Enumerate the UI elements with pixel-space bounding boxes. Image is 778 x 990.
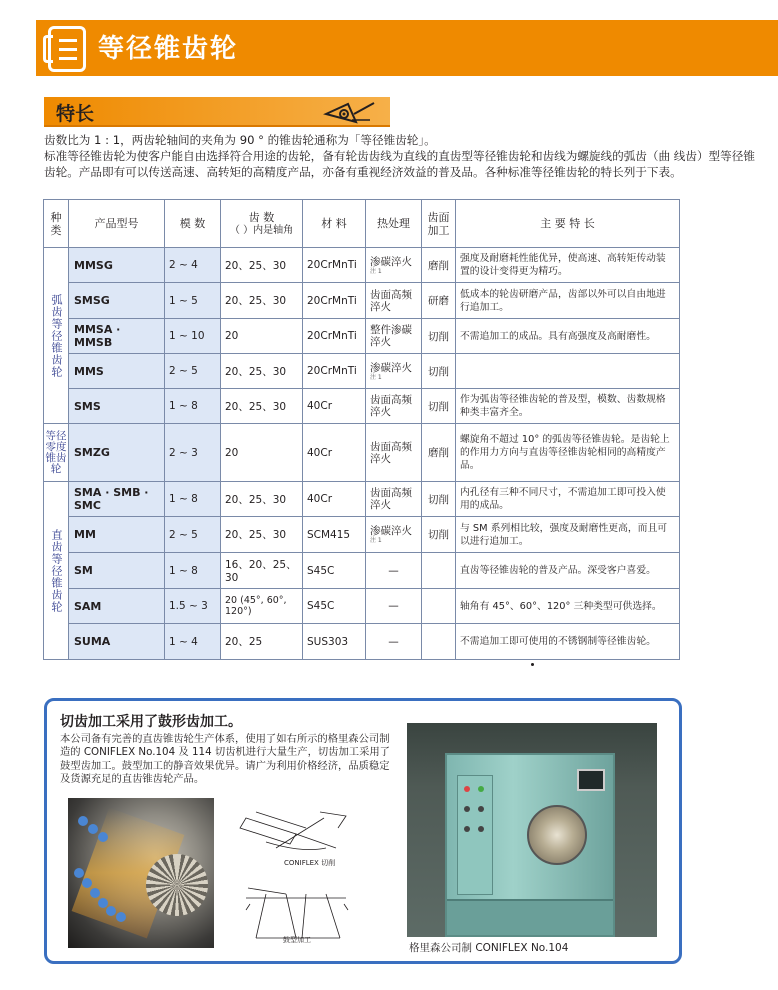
- process-cell: [422, 589, 456, 624]
- intro-line-1: 齿数比为 1 : 1，两齿轮轴间的夹角为 90 ° 的锥齿轮通称为「等径锥齿轮」。: [44, 133, 436, 147]
- material-cell: 40Cr: [303, 424, 366, 482]
- model-cell: MM: [69, 517, 165, 553]
- heat-text: 渗碳淬火: [370, 525, 412, 537]
- model-cell: SM: [69, 553, 165, 589]
- teeth-cell: 20、25、30: [221, 248, 303, 283]
- teeth-cell: 20、25、30: [221, 354, 303, 389]
- header-material: 材 料: [303, 200, 366, 248]
- table-row: [44, 354, 680, 389]
- process-cell: [422, 624, 456, 660]
- header-teeth-top: 齿 数: [248, 210, 275, 224]
- teeth-cell: 20: [221, 424, 303, 482]
- module-cell: 2 ~ 5: [165, 354, 221, 389]
- process-cell: 切削: [422, 389, 456, 424]
- process-cell: 切削: [422, 517, 456, 553]
- page-title: 等径锥齿轮: [98, 34, 239, 64]
- features-cell: 直齿等径锥齿轮的普及产品。深受客户喜爱。: [456, 553, 680, 589]
- features-cell: 螺旋角不超过 10° 的弧齿等径锥齿轮。是齿轮上的作用力方向与直齿等径锥齿轮相同的高精度产品。: [456, 424, 680, 482]
- table-row: [44, 389, 680, 424]
- model-cell: SMS: [69, 389, 165, 424]
- heat-cell: [366, 248, 422, 283]
- teeth-cell: 20、25、30: [221, 283, 303, 319]
- model-cell: SUMA: [69, 624, 165, 660]
- module-cell: 2 ~ 4: [165, 248, 221, 283]
- teeth-cell: 20、25、30: [221, 389, 303, 424]
- heat-cell: 齿面高频淬火: [366, 424, 422, 482]
- spec-table: [43, 199, 680, 660]
- box-title: 切齿加工采用了鼓形齿加工。: [60, 714, 242, 730]
- module-cell: 1 ~ 8: [165, 553, 221, 589]
- features-cell: 不需追加工的成品。具有高强度及高耐磨性。: [456, 319, 680, 354]
- table-row: [44, 248, 680, 283]
- teeth-cell: 16、20、25、30: [221, 553, 303, 589]
- features-cell: 不需追加工即可使用的不锈钢制等径锥齿轮。: [456, 624, 680, 660]
- section-title: 特长: [56, 103, 95, 125]
- heat-cell: [366, 354, 422, 389]
- table-row: [44, 517, 680, 553]
- module-cell: 1 ~ 10: [165, 319, 221, 354]
- teeth-cell: 20、25、30: [221, 482, 303, 517]
- header-heat: 热处理: [366, 200, 422, 248]
- teeth-cell: 20 (45°, 60°, 120°): [221, 589, 303, 624]
- diagram-label-crowning: 鼓型加工: [283, 936, 311, 944]
- header-process: 齿面加工: [422, 200, 456, 248]
- model-cell: SAM: [69, 589, 165, 624]
- heat-note: 注 1: [370, 267, 382, 275]
- table-row: [44, 553, 680, 589]
- model-cell: SMA · SMB · SMC: [69, 482, 165, 517]
- module-cell: 1.5 ~ 3: [165, 589, 221, 624]
- features-cell: 轴角有 45°、60°、120° 三种类型可供选择。: [456, 589, 680, 624]
- machine-photo: [407, 723, 657, 937]
- machine-photo-caption: 格里森公司制 CONIFLEX No.104: [409, 942, 569, 954]
- features-cell: 强度及耐磨耗性能优异，使高速、高转矩传动装置的设计变得更为精巧。: [456, 248, 680, 283]
- model-cell: SMSG: [69, 283, 165, 319]
- header-features: 主 要 特 长: [456, 200, 680, 248]
- table-row: [44, 283, 680, 319]
- heat-text: 渗碳淬火: [370, 255, 412, 268]
- module-cell: 2 ~ 3: [165, 424, 221, 482]
- header-module: 模 数: [165, 200, 221, 248]
- material-cell: 20CrMnTi: [303, 354, 366, 389]
- features-cell: [456, 354, 680, 389]
- features-cell: 与 SM 系列相比较，强度及耐磨性更高，而且可以进行追加工。: [456, 517, 680, 553]
- heat-cell: —: [366, 553, 422, 589]
- process-cell: 磨削: [422, 424, 456, 482]
- table-row: [44, 624, 680, 660]
- table-row: [44, 589, 680, 624]
- material-cell: SUS303: [303, 624, 366, 660]
- crowning-diagram: [226, 798, 368, 950]
- teeth-cell: 20、25、30: [221, 517, 303, 553]
- heat-cell: 整件渗碳淬火: [366, 319, 422, 354]
- header-teeth: [221, 200, 303, 248]
- process-cell: [422, 553, 456, 589]
- material-cell: SCM415: [303, 517, 366, 553]
- module-cell: 1 ~ 8: [165, 482, 221, 517]
- header-category: 种类: [44, 200, 69, 248]
- process-cell: 磨削: [422, 248, 456, 283]
- module-cell: 1 ~ 8: [165, 389, 221, 424]
- module-cell: 1 ~ 4: [165, 624, 221, 660]
- process-cell: 切削: [422, 482, 456, 517]
- category-spiral: 弧齿等径锥齿轮: [44, 248, 69, 424]
- heat-cell: —: [366, 589, 422, 624]
- model-cell: MMSG: [69, 248, 165, 283]
- model-cell: MMS: [69, 354, 165, 389]
- process-cell: 切削: [422, 319, 456, 354]
- heat-cell: 齿面高频淬火: [366, 389, 422, 424]
- material-cell: S45C: [303, 553, 366, 589]
- intro-text: [44, 132, 764, 180]
- dot-mark: [531, 663, 534, 666]
- teeth-cell: 20、25: [221, 624, 303, 660]
- table-header-row: [44, 200, 680, 248]
- diagram-label-coniflex: CONIFLEX 切削: [284, 859, 336, 867]
- heat-cell: 齿面高频淬火: [366, 283, 422, 319]
- eye-pen-icon: [322, 100, 378, 124]
- heat-note: 注 1: [370, 537, 382, 544]
- process-cell: 研磨: [422, 283, 456, 319]
- header-model: 产品型号: [69, 200, 165, 248]
- process-cell: 切削: [422, 354, 456, 389]
- cutting-photo: [68, 798, 214, 948]
- heat-cell: —: [366, 624, 422, 660]
- features-cell: 低成本的轮齿研磨产品，齿部以外可以自由地进行追加工。: [456, 283, 680, 319]
- heat-text: 渗碳淬火: [370, 361, 412, 374]
- intro-line-2: 标准等径锥齿轮为使客户能自由选择符合用途的齿轮，备有轮齿齿线为直线的直齿型等径锥齿轮和齿线为螺旋线的弧齿（曲 线齿）型等径锥齿轮。产品即有可以传送高速、高转矩的高精度产品，亦备有重视经济效益的普及品。各种标准等径锥齿轮的特长列于下表。: [44, 149, 755, 179]
- model-cell: MMSA · MMSB: [69, 319, 165, 354]
- material-cell: 20CrMnTi: [303, 319, 366, 354]
- module-cell: 1 ~ 5: [165, 283, 221, 319]
- model-cell: SMZG: [69, 424, 165, 482]
- features-cell: 内孔径有三种不同尺寸，不需追加工即可投入使用的成品。: [456, 482, 680, 517]
- material-cell: 20CrMnTi: [303, 248, 366, 283]
- teeth-cell: 20: [221, 319, 303, 354]
- heat-cell: [366, 517, 422, 553]
- material-cell: 40Cr: [303, 389, 366, 424]
- header-teeth-bottom: （ ）内是轴角: [229, 224, 294, 236]
- module-cell: 2 ~ 5: [165, 517, 221, 553]
- material-cell: S45C: [303, 589, 366, 624]
- table-row: [44, 424, 680, 482]
- category-zerol: 等径零度锥齿轮: [44, 424, 69, 482]
- document-icon: [48, 26, 86, 72]
- table-row: [44, 482, 680, 517]
- material-cell: 40Cr: [303, 482, 366, 517]
- heat-note: 注 1: [370, 373, 382, 381]
- heat-cell: 齿面高频淬火: [366, 482, 422, 517]
- box-text: 本公司备有完善的直齿锥齿轮生产体系，使用了如右所示的格里森公司制造的 CONIFLEX No.104 及 114 切齿机进行大量生产，切齿加工采用了鼓型齿加工。鼓型加工的静音效果优异。请广为利用价格经济，品质稳定及货源充足的直齿锥齿轮产品。: [60, 733, 390, 786]
- table-row: [44, 319, 680, 354]
- category-straight: 直齿等径锥齿轮: [44, 482, 69, 660]
- material-cell: 20CrMnTi: [303, 283, 366, 319]
- features-cell: 作为弧齿等径锥齿轮的普及型，模数、齿数规格种类丰富齐全。: [456, 389, 680, 424]
